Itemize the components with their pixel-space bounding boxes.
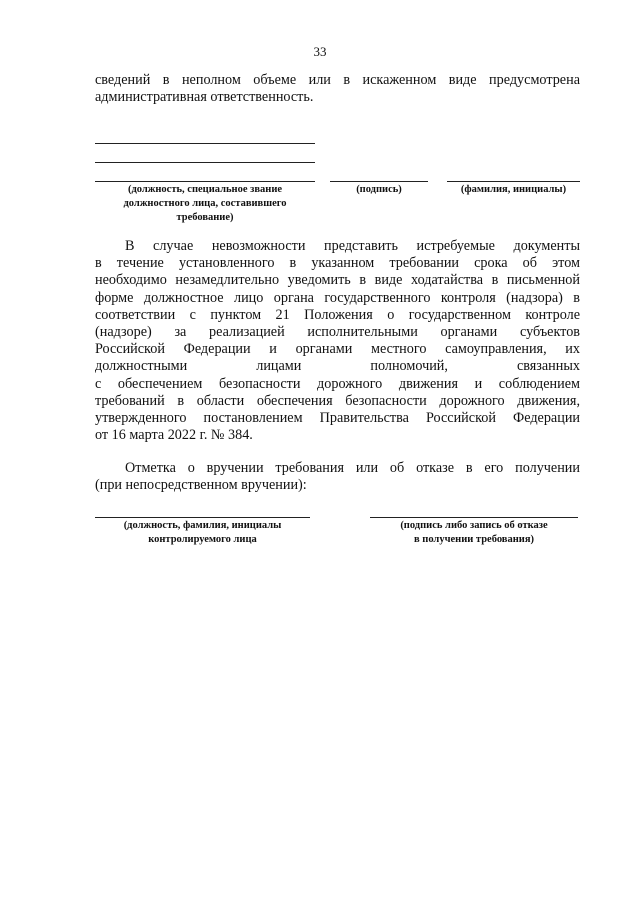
paragraph-line: административная ответственность. — [95, 89, 314, 106]
signature-caption: (подпись) — [356, 184, 402, 195]
position-caption — [95, 183, 315, 225]
name-caption: (фамилия, инициалы) — [460, 184, 567, 195]
paragraph-line: соответствии с пунктом 21 Положения о государственном контроле — [95, 306, 580, 323]
refusal-caption — [370, 519, 578, 547]
paragraph-line: (надзоре) за реализацией исполнительными органами субъектов — [95, 324, 580, 341]
caption-line: контролируемого лица — [148, 534, 257, 545]
caption-line: (подпись либо запись об отказе — [400, 520, 548, 531]
caption-line: в получении требования) — [413, 534, 535, 545]
paragraph-line: В случае невозможности представить истребуемые документы — [125, 238, 580, 254]
paragraph-line: требований в области обеспечения безопасности дорожного движения, — [95, 392, 580, 409]
paragraph-line: утвержденного постановлением Правительства Российской Федерации — [95, 410, 580, 427]
paragraph-line: с обеспечением безопасности дорожного движения и соблюдением — [95, 375, 580, 392]
caption-line: (должность, специальное звание — [127, 184, 283, 195]
paragraph-line: форме должностное лицо органа государственного контроля (надзора) в — [95, 289, 580, 306]
position-signature-line — [95, 181, 315, 182]
recipient-caption — [95, 519, 310, 547]
caption-line: (должность, фамилия, инициалы — [123, 520, 282, 531]
caption-line: требование) — [176, 212, 234, 223]
main-paragraph — [95, 238, 580, 444]
paragraph-line: от 16 марта 2022 г. № 384. — [95, 427, 253, 444]
recipient-line — [95, 517, 310, 518]
paragraph-line: должностными лицами полномочий, связанных — [95, 358, 580, 375]
caption-line: должностного лица, составившего — [123, 198, 287, 209]
refusal-signature-line — [370, 517, 578, 518]
paragraph-line: Отметка о вручении требования или об отказе в его получении — [125, 460, 580, 476]
paragraph-line: необходимо незамедлительно уведомить в виде ходатайства в письменной — [95, 272, 580, 289]
page-number: 33 — [313, 44, 327, 59]
blank-line — [95, 143, 315, 144]
signature-line — [330, 181, 428, 182]
paragraph-line: в течение установленного в указанном требовании срока об этом — [95, 255, 580, 272]
paragraph-line: (при непосредственном вручении): — [95, 477, 307, 494]
paragraph-line: сведений в неполном объеме или в искаженном виде предусмотрена — [95, 72, 580, 88]
blank-line — [95, 162, 315, 163]
name-line — [447, 181, 580, 182]
intro-paragraph — [95, 72, 580, 106]
delivery-note — [95, 460, 580, 494]
paragraph-line: Российской Федерации и органами местного самоуправления, их — [95, 341, 580, 358]
